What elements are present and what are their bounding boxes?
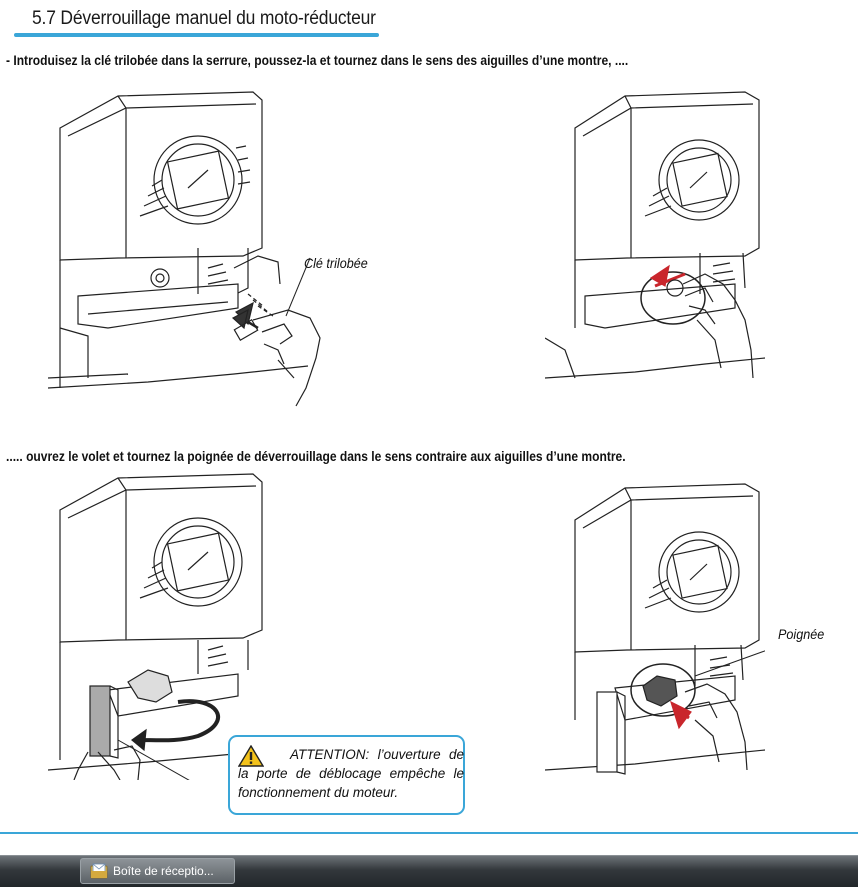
key-turning-illustration [545, 88, 765, 388]
open-flap-illustration [48, 470, 268, 780]
bottom-divider [0, 832, 858, 834]
key-insertion-illustration [48, 88, 388, 418]
turn-handle-illustration [545, 480, 765, 780]
title-underline [14, 33, 379, 37]
step-1-text: - Introduisez la clé trilobée dans la serrure, poussez-la et tournez dans le sens des aiguilles d’une montre, .... [6, 52, 629, 68]
key-label: Clé trilobée [304, 255, 368, 271]
taskbar-inbox-button[interactable] [80, 858, 235, 884]
step-2-text: ..... ouvrez le volet et tournez la poignée de déverrouillage dans le sens contraire aux aiguilles d’une montre. [6, 448, 626, 464]
mail-folder-icon [90, 863, 108, 879]
warning-box [228, 735, 465, 815]
handle-label: Poignée [778, 626, 825, 642]
warning-text: ATTENTION: l’ouverture de la porte de déblocage empêche le fonctionnement du moteur. [238, 747, 464, 800]
taskbar [0, 855, 858, 887]
taskbar-inbox-label: Boîte de réceptio... [113, 864, 214, 878]
section-title: 5.7 Déverrouillage manuel du moto-réducteur [32, 8, 376, 29]
